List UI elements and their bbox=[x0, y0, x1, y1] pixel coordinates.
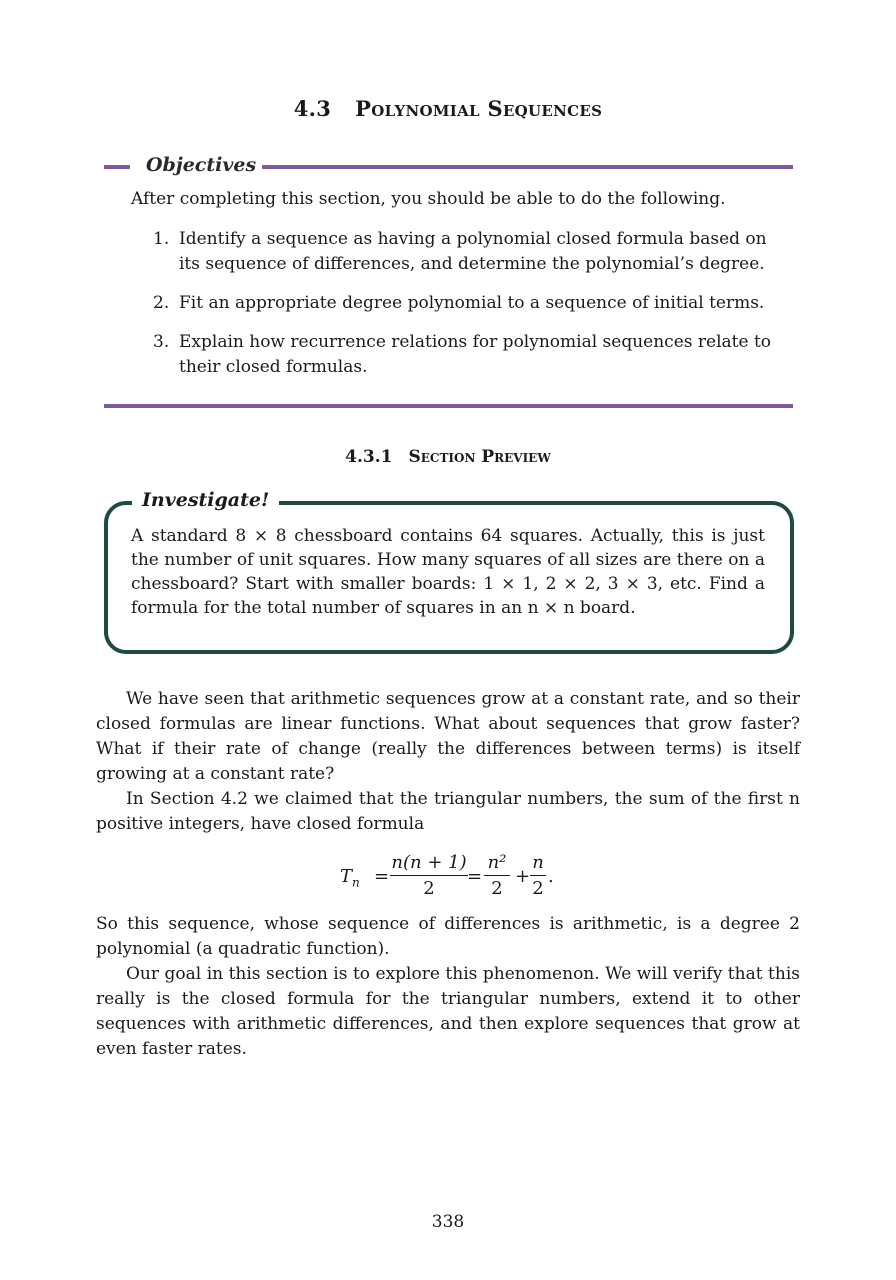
subsection-number: 4.3.1 bbox=[345, 447, 393, 467]
subsection-title bbox=[0, 447, 896, 467]
objectives-intro: After completing this section, you should be able to do the following. bbox=[131, 189, 726, 209]
fraction-2: n² 2 bbox=[484, 852, 510, 899]
triangular-formula bbox=[340, 852, 640, 906]
objective-item bbox=[131, 330, 781, 380]
objectives-rule-left bbox=[104, 165, 130, 169]
objectives-rule-bottom bbox=[104, 404, 793, 408]
equation-period: . bbox=[548, 866, 554, 887]
objectives-label: Objectives bbox=[146, 154, 257, 176]
objective-number: 1. bbox=[153, 229, 170, 249]
objectives-rule-right bbox=[262, 165, 793, 169]
section-name: Polynomial Sequences bbox=[355, 96, 603, 121]
objective-text: Identify a sequence as having a polynomial closed formula based on its sequence of differences, and determine the polynomial’s degree. bbox=[179, 229, 767, 274]
body-paragraph-1: We have seen that arithmetic sequences grow at a constant rate, and so their closed formulas are linear functions. What about sequences that grow faster? What if their rate of change (really the differences between terms) is itself growing at a constant rate? bbox=[96, 689, 800, 784]
equation-lhs: $T_n$ bbox=[340, 866, 360, 890]
objective-text: Explain how recurrence relations for polynomial sequences relate to their closed formulas. bbox=[179, 332, 772, 377]
section-number: 4.3 bbox=[293, 96, 332, 121]
investigate-label: Investigate! bbox=[132, 489, 279, 511]
body-paragraph-2: In Section 4.2 we claimed that the triangular numbers, the sum of the first n positive integers, have closed formula bbox=[96, 789, 800, 834]
page-number: 338 bbox=[431, 1212, 465, 1232]
body-text-top bbox=[96, 687, 800, 837]
section-title bbox=[0, 96, 896, 121]
objective-item bbox=[131, 227, 781, 277]
equals-sign: = bbox=[467, 866, 483, 887]
fraction-1: n(n + 1) 2 bbox=[391, 852, 467, 899]
body-paragraph-3: So this sequence, whose sequence of differences is arithmetic, is a degree 2 polynomial (a quadratic function). bbox=[96, 914, 800, 959]
objective-number: 2. bbox=[153, 293, 170, 313]
objectives-list bbox=[131, 227, 781, 394]
objective-number: 3. bbox=[153, 332, 170, 352]
body-paragraph-4: Our goal in this section is to explore this phenomenon. We will verify that this really is the closed formula for the triangular numbers, extend it to other sequences with arithmetic differences, and then explore sequences that grow at even faster rates. bbox=[96, 964, 800, 1059]
investigate-text bbox=[131, 524, 765, 620]
subsection-name: Section Preview bbox=[408, 447, 551, 467]
body-text-bottom bbox=[96, 912, 800, 1062]
plus-sign: + bbox=[515, 866, 531, 887]
objective-item bbox=[131, 291, 781, 316]
equals-sign: = bbox=[374, 866, 390, 887]
investigate-paragraph: A standard 8 × 8 chessboard contains 64 squares. Actually, this is just the number of unit squares. How many squares of all sizes are there on a chessboard? Start with smaller boards: 1 × 1, 2 × 2, 3 × 3, etc. Find a formula for the total number of squares in an n × n board. bbox=[131, 526, 765, 618]
fraction-3: n 2 bbox=[530, 852, 546, 899]
objective-text: Fit an appropriate degree polynomial to a sequence of initial terms. bbox=[179, 293, 765, 313]
